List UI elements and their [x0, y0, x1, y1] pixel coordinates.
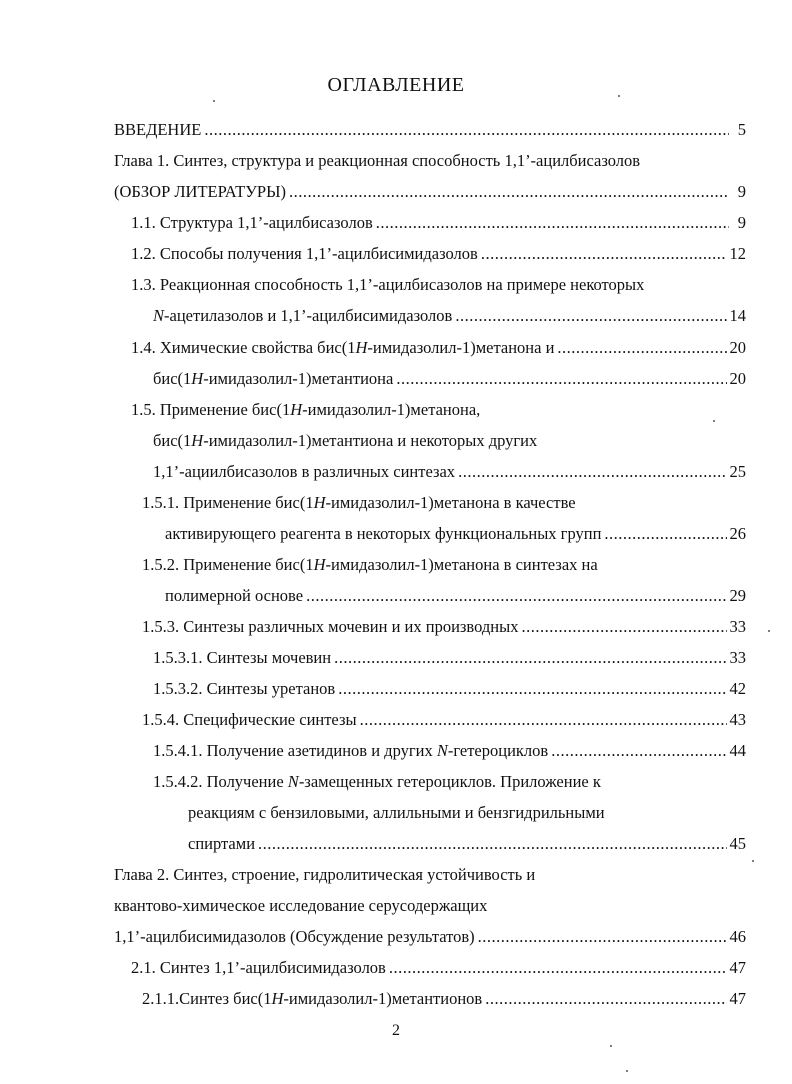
toc-leader	[557, 337, 726, 359]
toc-entry	[165, 523, 746, 545]
toc-entry-text: 1.5.4.1. Получение азетидинов и других N-гетероциклов	[153, 741, 549, 760]
toc-entry-page: 33	[729, 648, 746, 667]
toc-leader	[376, 212, 729, 234]
toc-entry-text: 1.5.4. Специфические синтезы	[142, 710, 357, 729]
toc-entry-page: 20	[729, 369, 746, 388]
toc-entry	[114, 181, 746, 203]
toc-entry-text: 1,1’-ациилбисазолов в различных синтезах	[153, 462, 456, 481]
toc-entry-text: 1.5.3.2. Синтезы уретанов	[153, 679, 336, 698]
toc-entry-page: 43	[729, 710, 746, 729]
scan-speck	[752, 860, 754, 862]
toc-entry	[153, 771, 746, 793]
toc-leader	[306, 585, 726, 607]
toc-leader	[455, 305, 726, 327]
toc-entry-page: 5	[737, 120, 746, 139]
toc-entry-text: спиртами	[188, 834, 256, 853]
toc-entry	[153, 647, 746, 669]
toc-entry	[131, 399, 746, 421]
toc-leader	[289, 181, 729, 203]
toc-entry-text: квантово-химическое исследование серусодержащих	[114, 896, 488, 915]
toc-leader	[485, 988, 726, 1010]
toc-entry-text: 1.4. Химические свойства бис(1H-имидазолил-1)метанона и	[131, 338, 555, 357]
toc-entry-text: ВВЕДЕНИЕ	[114, 120, 202, 139]
toc-entry-page: 26	[729, 524, 746, 543]
toc-entry	[114, 895, 746, 917]
toc-entry-text: 1.5. Применение бис(1H-имидазолил-1)метанона,	[131, 400, 481, 419]
page-number: 2	[392, 1022, 400, 1039]
toc-entry	[114, 150, 746, 172]
toc-entry	[153, 740, 746, 762]
toc-entry-text: 1.5.4.2. Получение N-замещенных гетероциклов. Приложение к	[153, 772, 601, 791]
toc-leader	[396, 368, 726, 390]
toc-entry	[131, 274, 746, 296]
toc-entry-page: 20	[729, 338, 746, 357]
toc-entry-text: 1.3. Реакционная способность 1,1’-ацилбисазолов на примере некоторых	[131, 275, 645, 294]
toc-entry-text: 1.5.2. Применение бис(1H-имидазолил-1)метанона в синтезах на	[142, 555, 598, 574]
toc-leader	[478, 926, 727, 948]
toc-entry	[114, 119, 746, 141]
toc-entry-text: N-ацетилазолов и 1,1’-ацилбисимидазолов	[153, 306, 453, 325]
toc-entry	[142, 709, 746, 731]
toc-entry-page: 44	[729, 741, 746, 760]
scan-speck	[610, 1045, 612, 1047]
toc-entry-page: 45	[729, 834, 746, 853]
toc-entry	[131, 957, 746, 979]
toc-entry	[153, 305, 746, 327]
toc-leader	[334, 647, 726, 669]
toc-entry-page: 9	[737, 182, 746, 201]
toc-entry-text: 1,1’-ацилбисимидазолов (Обсуждение результатов)	[114, 927, 475, 946]
toc-leader	[604, 523, 726, 545]
scan-speck	[626, 1070, 628, 1072]
scan-speck	[768, 630, 770, 632]
toc-leader	[258, 833, 726, 855]
toc-entry-text: 1.5.3.1. Синтезы мочевин	[153, 648, 332, 667]
toc-entry-text: полимерной основе	[165, 586, 304, 605]
scan-speck	[213, 100, 215, 102]
toc-entry	[142, 492, 746, 514]
toc-entry	[142, 988, 746, 1010]
toc-leader	[551, 740, 726, 762]
toc-entry	[131, 212, 746, 234]
toc-entry-text: бис(1H-имидазолил-1)метантиона и некоторых других	[153, 431, 538, 450]
scan-speck	[618, 95, 620, 97]
toc-entry-text: Глава 1. Синтез, структура и реакционная способность 1,1’-ацилбисазолов	[114, 151, 641, 170]
toc-entry-page: 33	[729, 617, 746, 636]
toc-entry-text: 2.1.1.Синтез бис(1H-имидазолил-1)метантионов	[142, 989, 483, 1008]
toc-entry-text: 1.1. Структура 1,1’-ацилбисазолов	[131, 213, 373, 232]
toc-entry-page: 47	[729, 958, 746, 977]
toc-entry	[165, 585, 746, 607]
toc-entry-page: 29	[729, 586, 746, 605]
toc-title: ОГЛАВЛЕНИЕ	[327, 74, 465, 96]
toc-leader	[458, 461, 726, 483]
toc-entry	[131, 337, 746, 359]
toc-entry-page: 46	[729, 927, 746, 946]
toc-entry	[142, 616, 746, 638]
toc-entry-page: 25	[729, 462, 746, 481]
toc-entry	[188, 802, 746, 824]
toc-leader	[481, 243, 727, 265]
toc-entry-text: активирующего реагента в некоторых функциональных групп	[165, 524, 602, 543]
toc-entry-page: 12	[729, 244, 746, 263]
toc-entry-text: Глава 2. Синтез, строение, гидролитическая устойчивость и	[114, 865, 536, 884]
toc-entry-text: 1.5.1. Применение бис(1H-имидазолил-1)метанона в качестве	[142, 493, 576, 512]
toc-entry-page: 42	[729, 679, 746, 698]
toc-leader	[389, 957, 727, 979]
toc-entry-page: 14	[729, 306, 746, 325]
toc-entry-text: 1.5.3. Синтезы различных мочевин и их производных	[142, 617, 519, 636]
toc-entry	[153, 368, 746, 390]
toc-entry	[153, 430, 746, 452]
toc-leader	[521, 616, 726, 638]
toc-leader	[204, 119, 729, 141]
toc-entry	[142, 554, 746, 576]
toc-entry	[153, 461, 746, 483]
toc-entry	[153, 678, 746, 700]
toc-entry-text: 2.1. Синтез 1,1’-ацилбисимидазолов	[131, 958, 386, 977]
toc-entry-text: (ОБЗОР ЛИТЕРАТУРЫ)	[114, 182, 286, 201]
toc-leader	[338, 678, 726, 700]
toc-entry-text: бис(1H-имидазолил-1)метантиона	[153, 369, 394, 388]
toc-entry	[114, 864, 746, 886]
toc-entry	[188, 833, 746, 855]
toc-entry	[114, 926, 746, 948]
toc-entry-text: 1.2. Способы получения 1,1’-ацилбисимидазолов	[131, 244, 478, 263]
toc-entry	[131, 243, 746, 265]
toc-entry-page: 47	[729, 989, 746, 1008]
toc-entry-page: 9	[737, 213, 746, 232]
scan-speck	[713, 420, 715, 422]
toc-leader	[360, 709, 727, 731]
toc-entry-text: реакциям с бензиловыми, аллильными и бензгидрильными	[188, 803, 605, 822]
